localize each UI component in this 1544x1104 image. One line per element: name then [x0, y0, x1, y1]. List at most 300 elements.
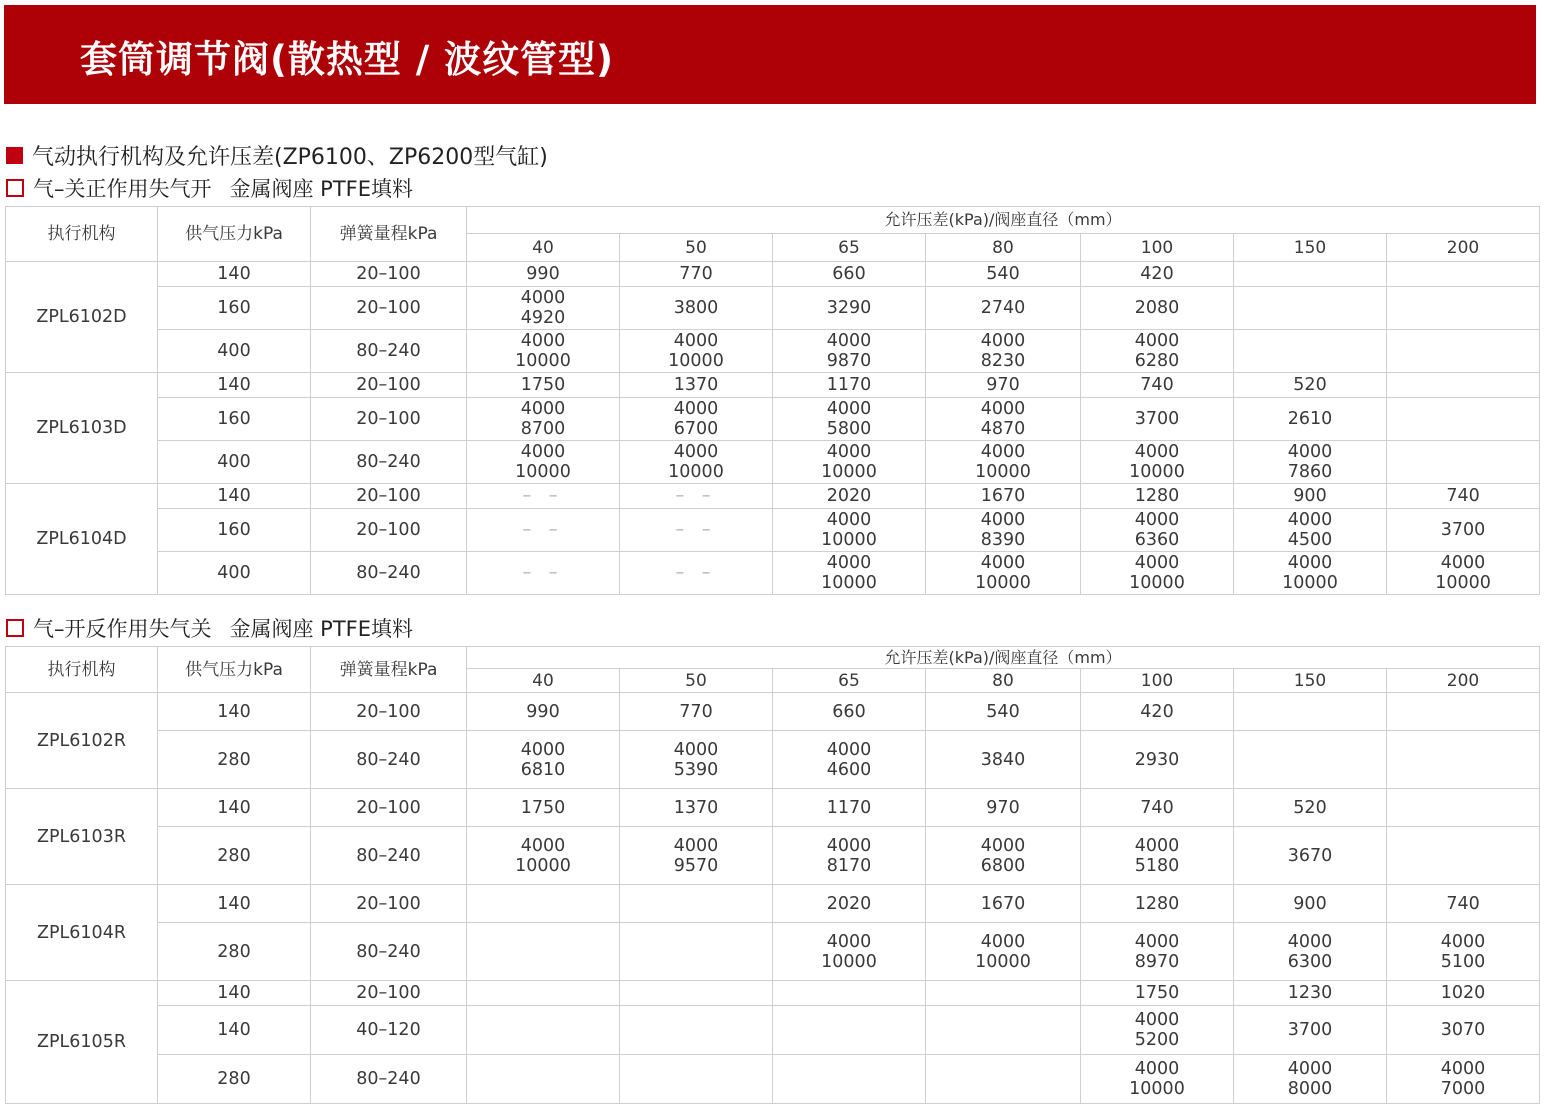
pressure-diff-cell — [1387, 398, 1540, 441]
pressure-diff-cell — [1234, 287, 1387, 330]
pressure-diff-value: 660 — [832, 701, 866, 722]
pressure-diff-cell — [620, 731, 773, 789]
table-closed-direct-acting — [5, 206, 1540, 595]
pressure-diff-line: 10000 — [821, 462, 877, 482]
pressure-diff-cell — [620, 287, 773, 330]
actuator-model: ZPL6102R — [6, 693, 158, 789]
spring-range-cell: 20–100 — [311, 262, 467, 287]
supply-pressure-cell: 400 — [158, 330, 311, 373]
pressure-diff-cell — [620, 398, 773, 441]
pressure-diff-line: 4000 — [673, 331, 719, 351]
not-applicable-mark: – – — [675, 563, 717, 583]
pressure-diff-line: 4000 — [1134, 510, 1180, 530]
pressure-diff-value: 970 — [986, 797, 1020, 818]
supply-pressure-cell: 280 — [158, 1055, 311, 1104]
pressure-diff-line: 4000 — [1287, 1059, 1333, 1079]
pressure-diff-cell — [620, 441, 773, 484]
header-diameter-40: 40 — [467, 234, 620, 262]
header-diameter-80: 80 — [926, 234, 1081, 262]
pressure-diff-cell — [926, 827, 1081, 885]
pressure-diff-line: 10000 — [975, 573, 1031, 593]
pressure-diff-cell — [1081, 1006, 1234, 1055]
pressure-diff-cell — [1387, 693, 1540, 731]
pressure-diff-line: 4000 — [1134, 442, 1180, 462]
pressure-diff-cell — [926, 330, 1081, 373]
pressure-diff-value: 3070 — [1440, 1020, 1486, 1040]
pressure-diff-line: 4000 — [520, 739, 566, 760]
supply-pressure-cell: 140 — [158, 1006, 311, 1055]
table2-heading-mode: 气–开反作用失气关 — [33, 617, 212, 641]
not-applicable-mark: – – — [522, 486, 564, 506]
pressure-diff-line: 4000 — [980, 835, 1026, 856]
pressure-diff-cell — [620, 509, 773, 552]
pressure-diff-line: 4000 — [1134, 331, 1180, 351]
header-diameter-80: 80 — [926, 669, 1081, 693]
header-allowed-pressure-diff: 允许压差(kPa)/阀座直径（mm） — [467, 207, 1540, 234]
pressure-diff-cell — [1234, 1055, 1387, 1104]
pressure-diff-cell — [620, 330, 773, 373]
pressure-diff-line: 4000 — [673, 442, 719, 462]
pressure-diff-line: 4000 — [673, 399, 719, 419]
pressure-diff-cell — [467, 789, 620, 827]
pressure-diff-cell — [926, 731, 1081, 789]
pressure-diff-cell — [620, 923, 773, 981]
pressure-diff-line: 8000 — [1287, 1079, 1333, 1099]
pressure-diff-line: 4000 — [1134, 931, 1180, 952]
pressure-diff-value: 520 — [1293, 375, 1327, 395]
pressure-diff-cell — [773, 827, 926, 885]
pressure-diff-cell — [1081, 827, 1234, 885]
pressure-diff-cell — [1081, 509, 1234, 552]
pressure-diff-cell — [1081, 262, 1234, 287]
header-diameter-150: 150 — [1234, 669, 1387, 693]
pressure-diff-line: 4000 — [520, 288, 566, 308]
pressure-diff-line: 4000 — [826, 835, 872, 856]
pressure-diff-line: 8970 — [1134, 951, 1180, 972]
supply-pressure-cell: 140 — [158, 373, 311, 398]
pressure-diff-cell — [773, 398, 926, 441]
pressure-diff-cell — [1234, 398, 1387, 441]
pressure-diff-line: 4000 — [673, 835, 719, 856]
table-row — [6, 1006, 1540, 1055]
pressure-diff-line: 4000 — [1440, 931, 1486, 952]
table-row — [6, 693, 1540, 731]
pressure-diff-line: 10000 — [1129, 462, 1185, 482]
spring-range-cell: 80–240 — [311, 441, 467, 484]
table-row — [6, 441, 1540, 484]
supply-pressure-cell: 140 — [158, 262, 311, 287]
pressure-diff-cell — [1387, 981, 1540, 1006]
pressure-diff-value: 1280 — [1134, 893, 1180, 914]
pressure-diff-line: 4000 — [980, 442, 1026, 462]
table-row — [6, 552, 1540, 595]
pressure-diff-value: 3700 — [1134, 409, 1180, 429]
pressure-diff-cell — [1387, 1055, 1540, 1104]
pressure-diff-value: 990 — [526, 264, 560, 284]
pressure-diff-line: 4000 — [826, 510, 872, 530]
pressure-diff-line: 5180 — [1134, 855, 1180, 876]
pressure-diff-cell — [467, 441, 620, 484]
spring-range-cell: 20–100 — [311, 484, 467, 509]
pressure-diff-line: 4000 — [1287, 442, 1333, 462]
pressure-diff-value: 1170 — [826, 797, 872, 818]
pressure-diff-line: 4000 — [1134, 553, 1180, 573]
pressure-diff-value: 1670 — [980, 486, 1026, 506]
table1-heading-mode: 气–关正作用失气开 — [33, 177, 212, 201]
pressure-diff-line: 8700 — [520, 419, 566, 439]
pressure-diff-cell — [620, 885, 773, 923]
pressure-diff-line: 4000 — [1287, 553, 1333, 573]
pressure-diff-cell — [1387, 827, 1540, 885]
pressure-diff-cell — [1234, 789, 1387, 827]
pressure-diff-line: 4000 — [980, 331, 1026, 351]
table2-heading-materials: 金属阀座 PTFE填料 — [229, 617, 414, 641]
table-row — [6, 373, 1540, 398]
pressure-diff-value: 900 — [1293, 486, 1327, 506]
header-diameter-65: 65 — [773, 234, 926, 262]
spring-range-cell: 20–100 — [311, 509, 467, 552]
pressure-diff-line: 4000 — [826, 553, 872, 573]
table-row — [6, 827, 1540, 885]
supply-pressure-cell: 400 — [158, 552, 311, 595]
pressure-diff-cell — [926, 441, 1081, 484]
pressure-diff-line: 6280 — [1134, 351, 1180, 371]
pressure-diff-line: 5200 — [1134, 1030, 1180, 1050]
pressure-diff-cell — [1387, 262, 1540, 287]
pressure-diff-cell — [620, 373, 773, 398]
pressure-diff-value: 420 — [1140, 264, 1174, 284]
pressure-diff-cell — [620, 981, 773, 1006]
pressure-diff-cell — [620, 693, 773, 731]
pressure-diff-cell — [1234, 262, 1387, 287]
pressure-diff-value: 900 — [1293, 893, 1327, 914]
pressure-diff-value: 3840 — [980, 749, 1026, 770]
pressure-diff-line: 9570 — [673, 855, 719, 876]
pressure-diff-line: 10000 — [975, 951, 1031, 972]
pressure-diff-value: 2930 — [1134, 749, 1180, 770]
supply-pressure-cell: 280 — [158, 731, 311, 789]
pressure-diff-cell — [773, 330, 926, 373]
pressure-diff-cell — [1081, 981, 1234, 1006]
pressure-diff-line: 10000 — [668, 462, 724, 482]
header-spring-range: 弹簧量程kPa — [311, 207, 467, 262]
spring-range-cell: 80–240 — [311, 552, 467, 595]
pressure-diff-line: 4000 — [673, 739, 719, 760]
pressure-diff-value: 1750 — [520, 375, 566, 395]
supply-pressure-cell: 160 — [158, 287, 311, 330]
pressure-diff-line: 4000 — [1440, 1059, 1486, 1079]
pressure-diff-cell — [1081, 552, 1234, 595]
pressure-diff-value: 740 — [1446, 486, 1480, 506]
table-row — [6, 885, 1540, 923]
pressure-diff-cell — [773, 441, 926, 484]
pressure-diff-cell — [1081, 484, 1234, 509]
actuator-model: ZPL6103D — [6, 373, 158, 484]
page-title: 套筒调节阀(散热型 / 波纹管型) — [80, 38, 615, 81]
pressure-diff-value: 3700 — [1440, 520, 1486, 540]
pressure-diff-cell — [773, 981, 926, 1006]
pressure-diff-cell — [1387, 789, 1540, 827]
pressure-diff-line: 4000 — [980, 931, 1026, 952]
pressure-diff-value: 420 — [1140, 701, 1174, 722]
header-diameter-200: 200 — [1387, 234, 1540, 262]
pressure-diff-cell — [926, 923, 1081, 981]
pressure-diff-cell — [773, 885, 926, 923]
pressure-diff-value: 770 — [679, 701, 713, 722]
pressure-diff-cell — [467, 484, 620, 509]
header-supply-pressure: 供气压力kPa — [158, 207, 311, 262]
pressure-diff-cell — [1234, 441, 1387, 484]
pressure-diff-cell — [1387, 923, 1540, 981]
pressure-diff-cell — [926, 693, 1081, 731]
pressure-diff-line: 10000 — [1129, 573, 1185, 593]
pressure-diff-value: 660 — [832, 264, 866, 284]
pressure-diff-value: 740 — [1140, 797, 1174, 818]
pressure-diff-cell — [1081, 1055, 1234, 1104]
header-supply-pressure: 供气压力kPa — [158, 647, 311, 693]
pressure-diff-cell — [773, 693, 926, 731]
pressure-diff-cell — [1387, 287, 1540, 330]
pressure-diff-value: 770 — [679, 264, 713, 284]
pressure-diff-line: 8230 — [980, 351, 1026, 371]
pressure-diff-line: 4000 — [1134, 1010, 1180, 1030]
pressure-diff-cell — [926, 552, 1081, 595]
pressure-diff-line: 5390 — [673, 759, 719, 780]
pressure-diff-cell — [1387, 885, 1540, 923]
pressure-diff-line: 6300 — [1287, 951, 1333, 972]
pressure-diff-value: 970 — [986, 375, 1020, 395]
pressure-diff-value: 1170 — [826, 375, 872, 395]
pressure-diff-cell — [467, 398, 620, 441]
pressure-diff-line: 10000 — [821, 573, 877, 593]
table-row — [6, 981, 1540, 1006]
supply-pressure-cell: 140 — [158, 693, 311, 731]
pressure-diff-cell — [467, 1006, 620, 1055]
pressure-diff-cell — [467, 330, 620, 373]
pressure-diff-cell — [1081, 287, 1234, 330]
pressure-diff-cell — [467, 373, 620, 398]
header-diameter-100: 100 — [1081, 669, 1234, 693]
pressure-diff-line: 4000 — [980, 399, 1026, 419]
pressure-diff-cell — [467, 885, 620, 923]
pressure-diff-cell — [467, 981, 620, 1006]
pressure-diff-cell — [620, 789, 773, 827]
spring-range-cell: 20–100 — [311, 789, 467, 827]
pressure-diff-cell — [773, 484, 926, 509]
supply-pressure-cell: 140 — [158, 789, 311, 827]
pressure-diff-cell — [620, 552, 773, 595]
spring-range-cell: 20–100 — [311, 693, 467, 731]
spring-range-cell: 20–100 — [311, 373, 467, 398]
pressure-diff-line: 4920 — [520, 308, 566, 328]
pressure-diff-value: 520 — [1293, 797, 1327, 818]
pressure-diff-line: 10000 — [515, 855, 571, 876]
header-diameter-200: 200 — [1387, 669, 1540, 693]
pressure-diff-value: 1370 — [673, 797, 719, 818]
pressure-diff-cell — [926, 981, 1081, 1006]
spring-range-cell: 40–120 — [311, 1006, 467, 1055]
pressure-diff-line: 4000 — [826, 931, 872, 952]
pressure-diff-cell — [467, 262, 620, 287]
pressure-diff-cell — [1234, 484, 1387, 509]
pressure-diff-value: 1750 — [520, 797, 566, 818]
pressure-diff-value: 3700 — [1287, 1020, 1333, 1040]
pressure-diff-cell — [467, 1055, 620, 1104]
pressure-diff-cell — [773, 509, 926, 552]
pressure-diff-cell — [926, 789, 1081, 827]
pressure-diff-line: 4500 — [1287, 530, 1333, 550]
not-applicable-mark: – – — [675, 520, 717, 540]
pressure-diff-line: 5100 — [1440, 951, 1486, 972]
table-open-reverse-acting — [5, 646, 1540, 1104]
hollow-square-bullet-icon — [6, 179, 24, 197]
not-applicable-mark: – – — [675, 486, 717, 506]
pressure-diff-cell — [1081, 731, 1234, 789]
pressure-diff-cell — [467, 552, 620, 595]
spring-range-cell: 20–100 — [311, 287, 467, 330]
table-row — [6, 484, 1540, 509]
header-diameter-150: 150 — [1234, 234, 1387, 262]
header-actuator: 执行机构 — [6, 207, 158, 262]
not-applicable-mark: – – — [522, 520, 564, 540]
pressure-diff-line: 10000 — [821, 530, 877, 550]
pressure-diff-cell — [1081, 693, 1234, 731]
pressure-diff-cell — [773, 373, 926, 398]
pressure-diff-value: 540 — [986, 701, 1020, 722]
pressure-diff-cell — [1234, 923, 1387, 981]
supply-pressure-cell: 280 — [158, 827, 311, 885]
section-title: 气动执行机构及允许压差(ZP6100、ZP6200型气缸) — [32, 145, 548, 170]
pressure-diff-cell — [926, 373, 1081, 398]
pressure-diff-cell — [1081, 789, 1234, 827]
pressure-diff-line: 4000 — [520, 442, 566, 462]
pressure-diff-cell — [1234, 693, 1387, 731]
pressure-diff-line: 4600 — [826, 759, 872, 780]
pressure-diff-value: 1020 — [1440, 983, 1486, 1003]
header-allowed-pressure-diff: 允许压差(kPa)/阀座直径（mm） — [467, 647, 1540, 669]
pressure-diff-cell — [1234, 827, 1387, 885]
pressure-diff-value: 1370 — [673, 375, 719, 395]
table-row — [6, 731, 1540, 789]
pressure-diff-line: 10000 — [515, 351, 571, 371]
spring-range-cell: 20–100 — [311, 885, 467, 923]
actuator-model: ZPL6102D — [6, 262, 158, 373]
header-diameter-50: 50 — [620, 234, 773, 262]
pressure-diff-line: 4000 — [826, 442, 872, 462]
table-row — [6, 330, 1540, 373]
pressure-diff-line: 8390 — [980, 530, 1026, 550]
spring-range-cell: 80–240 — [311, 330, 467, 373]
pressure-diff-cell — [926, 398, 1081, 441]
pressure-diff-cell — [1234, 509, 1387, 552]
pressure-diff-line: 6800 — [980, 855, 1026, 876]
pressure-diff-value: 2020 — [826, 893, 872, 914]
table2-heading — [6, 613, 413, 643]
pressure-diff-cell — [1234, 1006, 1387, 1055]
hollow-square-bullet-icon — [6, 619, 24, 637]
section-heading — [6, 140, 548, 171]
pressure-diff-cell — [620, 1006, 773, 1055]
pressure-diff-line: 10000 — [975, 462, 1031, 482]
pressure-diff-line: 4000 — [1287, 931, 1333, 952]
pressure-diff-cell — [1081, 923, 1234, 981]
pressure-diff-cell — [467, 731, 620, 789]
pressure-diff-cell — [926, 262, 1081, 287]
table1-heading-materials: 金属阀座 PTFE填料 — [229, 177, 414, 201]
pressure-diff-cell — [773, 923, 926, 981]
pressure-diff-cell — [1081, 398, 1234, 441]
pressure-diff-line: 5800 — [826, 419, 872, 439]
pressure-diff-cell — [773, 1055, 926, 1104]
spring-range-cell: 80–240 — [311, 827, 467, 885]
pressure-diff-value: 1750 — [1134, 983, 1180, 1003]
title-banner — [4, 5, 1536, 104]
table1-heading — [6, 173, 413, 203]
header-diameter-50: 50 — [620, 669, 773, 693]
pressure-diff-cell — [773, 1006, 926, 1055]
pressure-diff-line: 4000 — [1440, 553, 1486, 573]
supply-pressure-cell: 160 — [158, 398, 311, 441]
pressure-diff-line: 10000 — [515, 462, 571, 482]
pressure-diff-cell — [1081, 330, 1234, 373]
spring-range-cell: 20–100 — [311, 981, 467, 1006]
pressure-diff-line: 7860 — [1287, 462, 1333, 482]
pressure-diff-value: 990 — [526, 701, 560, 722]
pressure-diff-value: 2080 — [1134, 298, 1180, 318]
supply-pressure-cell: 160 — [158, 509, 311, 552]
pressure-diff-line: 6360 — [1134, 530, 1180, 550]
actuator-model: ZPL6104R — [6, 885, 158, 981]
header-diameter-40: 40 — [467, 669, 620, 693]
pressure-diff-cell — [1387, 484, 1540, 509]
actuator-model: ZPL6104D — [6, 484, 158, 595]
pressure-diff-cell — [773, 262, 926, 287]
pressure-diff-line: 4870 — [980, 419, 1026, 439]
pressure-diff-cell — [1387, 552, 1540, 595]
pressure-diff-line: 10000 — [821, 951, 877, 972]
pressure-diff-cell — [1387, 1006, 1540, 1055]
supply-pressure-cell: 280 — [158, 923, 311, 981]
spring-range-cell: 80–240 — [311, 1055, 467, 1104]
pressure-diff-line: 9870 — [826, 351, 872, 371]
supply-pressure-cell: 400 — [158, 441, 311, 484]
pressure-diff-line: 4000 — [826, 739, 872, 760]
pressure-diff-cell — [926, 484, 1081, 509]
pressure-diff-cell — [926, 1055, 1081, 1104]
pressure-diff-value: 540 — [986, 264, 1020, 284]
pressure-diff-cell — [1234, 330, 1387, 373]
pressure-diff-line: 6810 — [520, 759, 566, 780]
pressure-diff-line: 8170 — [826, 855, 872, 876]
pressure-diff-value: 3800 — [673, 298, 719, 318]
table-row — [6, 262, 1540, 287]
header-diameter-100: 100 — [1081, 234, 1234, 262]
pressure-diff-cell — [926, 1006, 1081, 1055]
pressure-diff-line: 4000 — [1134, 1059, 1180, 1079]
pressure-diff-value: 2020 — [826, 486, 872, 506]
table-row — [6, 923, 1540, 981]
pressure-diff-cell — [467, 509, 620, 552]
pressure-diff-cell — [620, 262, 773, 287]
pressure-diff-cell — [773, 731, 926, 789]
pressure-diff-line: 7000 — [1440, 1079, 1486, 1099]
spring-range-cell: 80–240 — [311, 923, 467, 981]
pressure-diff-line: 4000 — [1287, 510, 1333, 530]
actuator-model: ZPL6103R — [6, 789, 158, 885]
pressure-diff-cell — [1081, 441, 1234, 484]
pressure-diff-line: 10000 — [1129, 1079, 1185, 1099]
pressure-diff-cell — [1234, 731, 1387, 789]
